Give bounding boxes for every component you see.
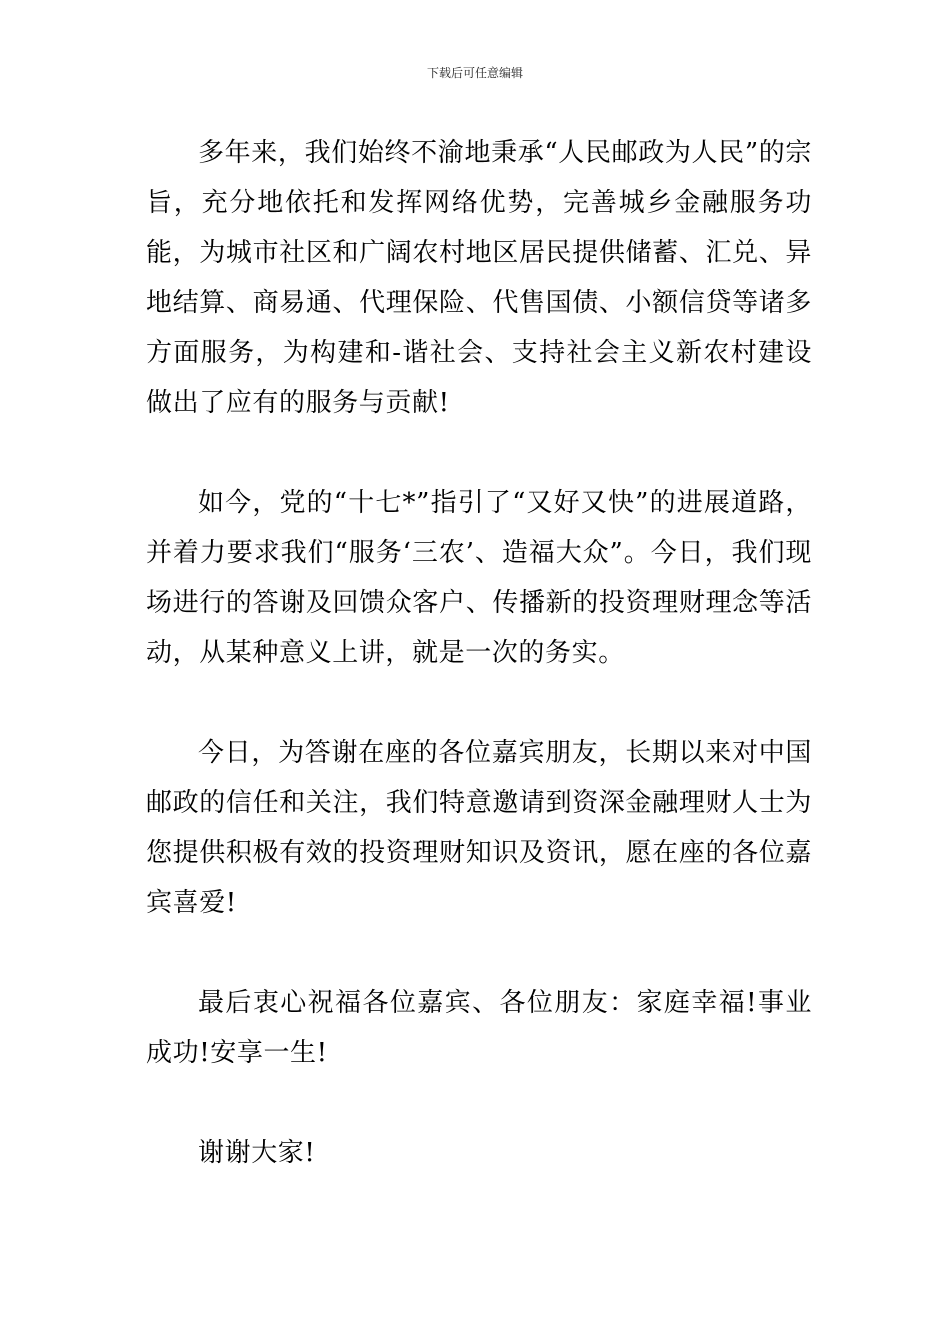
paragraph-spacer bbox=[146, 928, 812, 978]
document-body bbox=[146, 128, 812, 1178]
paragraph-spacer bbox=[146, 428, 812, 478]
paragraph-development-path: 如今，党的“十七*”指引了“又好又快”的进展道路，并着力要求我们“服务‘三农’、造福大众”。今日，我们现场进行的答谢及回馈众客户、传播新的投资理财理念等活动，从某种意义上讲，就是一次的务实。 bbox=[146, 488, 812, 668]
paragraph-spacer bbox=[146, 1078, 812, 1128]
paragraph-blessing: 最后衷心祝福各位嘉宾、各位朋友：家庭幸福!事业成功!安享一生! bbox=[146, 988, 812, 1068]
paragraph-invitation: 今日，为答谢在座的各位嘉宾朋友，长期以来对中国邮政的信任和关注，我们特意邀请到资深金融理财人士为您提供积极有效的投资理财知识及资讯，愿在座的各位嘉宾喜爱! bbox=[146, 738, 812, 918]
paragraph-service-mission: 多年来，我们始终不渝地秉承“人民邮政为人民”的宗旨，充分地依托和发挥网络优势，完善城乡金融服务功能，为城市社区和广阔农村地区居民提供储蓄、汇兑、异地结算、商易通、代理保险、代售国债、小额信贷等诸多方面服务，为构建和-谐社会、支持社会主义新农村建设做出了应有的服务与贡献! bbox=[146, 138, 812, 418]
page-header: 下载后可任意编辑 bbox=[426, 66, 523, 80]
paragraph-thanks: 谢谢大家! bbox=[198, 1138, 316, 1168]
paragraph-spacer bbox=[146, 678, 812, 728]
